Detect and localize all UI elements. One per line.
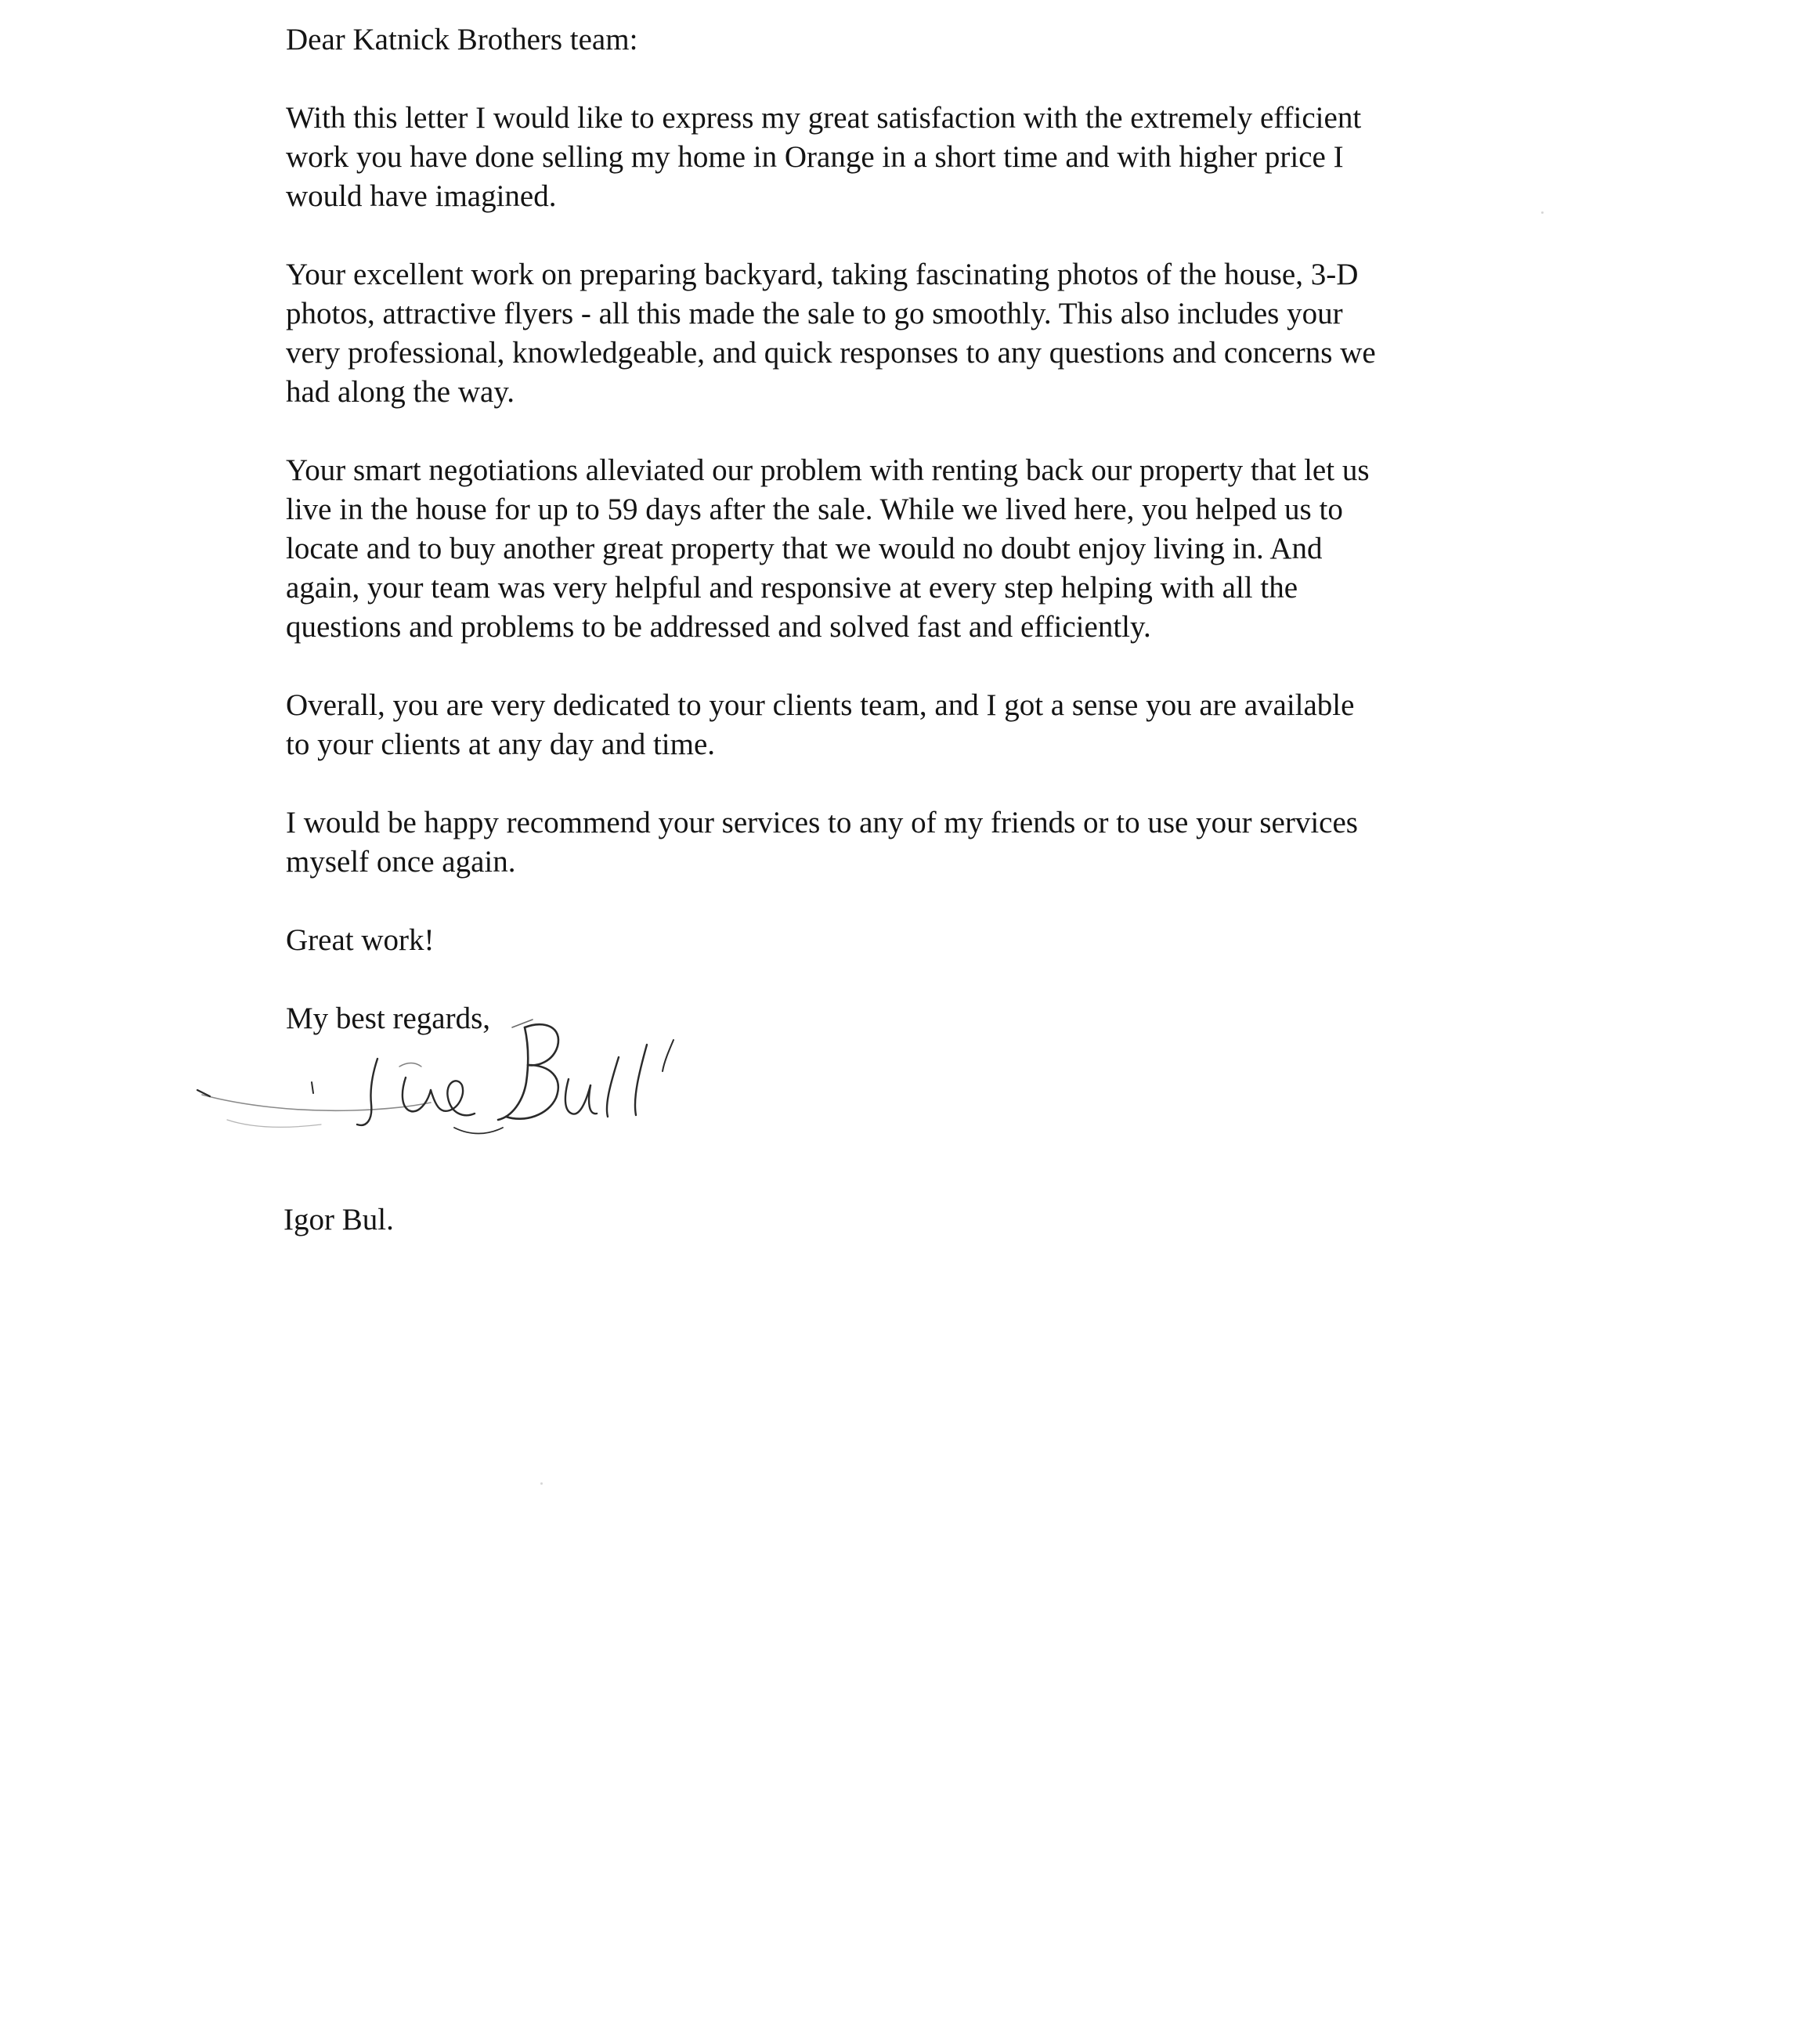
paragraph-satisfaction: With this letter I would like to express my great satisfaction with the extremely efficient work you have done selling my home in Orange in a short time and with higher price I would have imagined. [286, 101, 1362, 213]
signer-name: Igor Bul. [283, 1203, 394, 1236]
salutation: Dear Katnick Brothers team: [286, 23, 638, 56]
paragraph-dedication: Overall, you are very dedicated to your clients team, and I got a sense you are available to your clients at any day and time. [286, 688, 1355, 761]
closing-line: Great work! [286, 923, 435, 957]
letter-body [286, 20, 1547, 1038]
paper-speck [540, 1482, 543, 1485]
regards-line: My best regards, [286, 1002, 491, 1035]
paragraph-recommendation: I would be happy recommend your services to any of my friends or to use your services myself once again. [286, 806, 1358, 879]
paper-speck [1541, 211, 1544, 214]
paragraph-negotiations: Your smart negotiations alleviated our problem with renting back our property that let us live in the house for up to 59 days after the sale. While we lived here, you helped us to locate and to buy another great property that we would no doubt enjoy living in. And again, your team was very helpful and responsive at every step helping with all the questions and problems to be addressed and solved fast and efficiently. [286, 453, 1370, 644]
paragraph-marketing: Your excellent work on preparing backyard, taking fascinating photos of the house, 3-D photos, attractive flyers - all this made the sale to go smoothly. This also includes your very professional, knowledgeable, and quick responses to any questions and concerns we had along the way. [286, 258, 1376, 409]
handwritten-signature-icon [196, 1010, 697, 1167]
